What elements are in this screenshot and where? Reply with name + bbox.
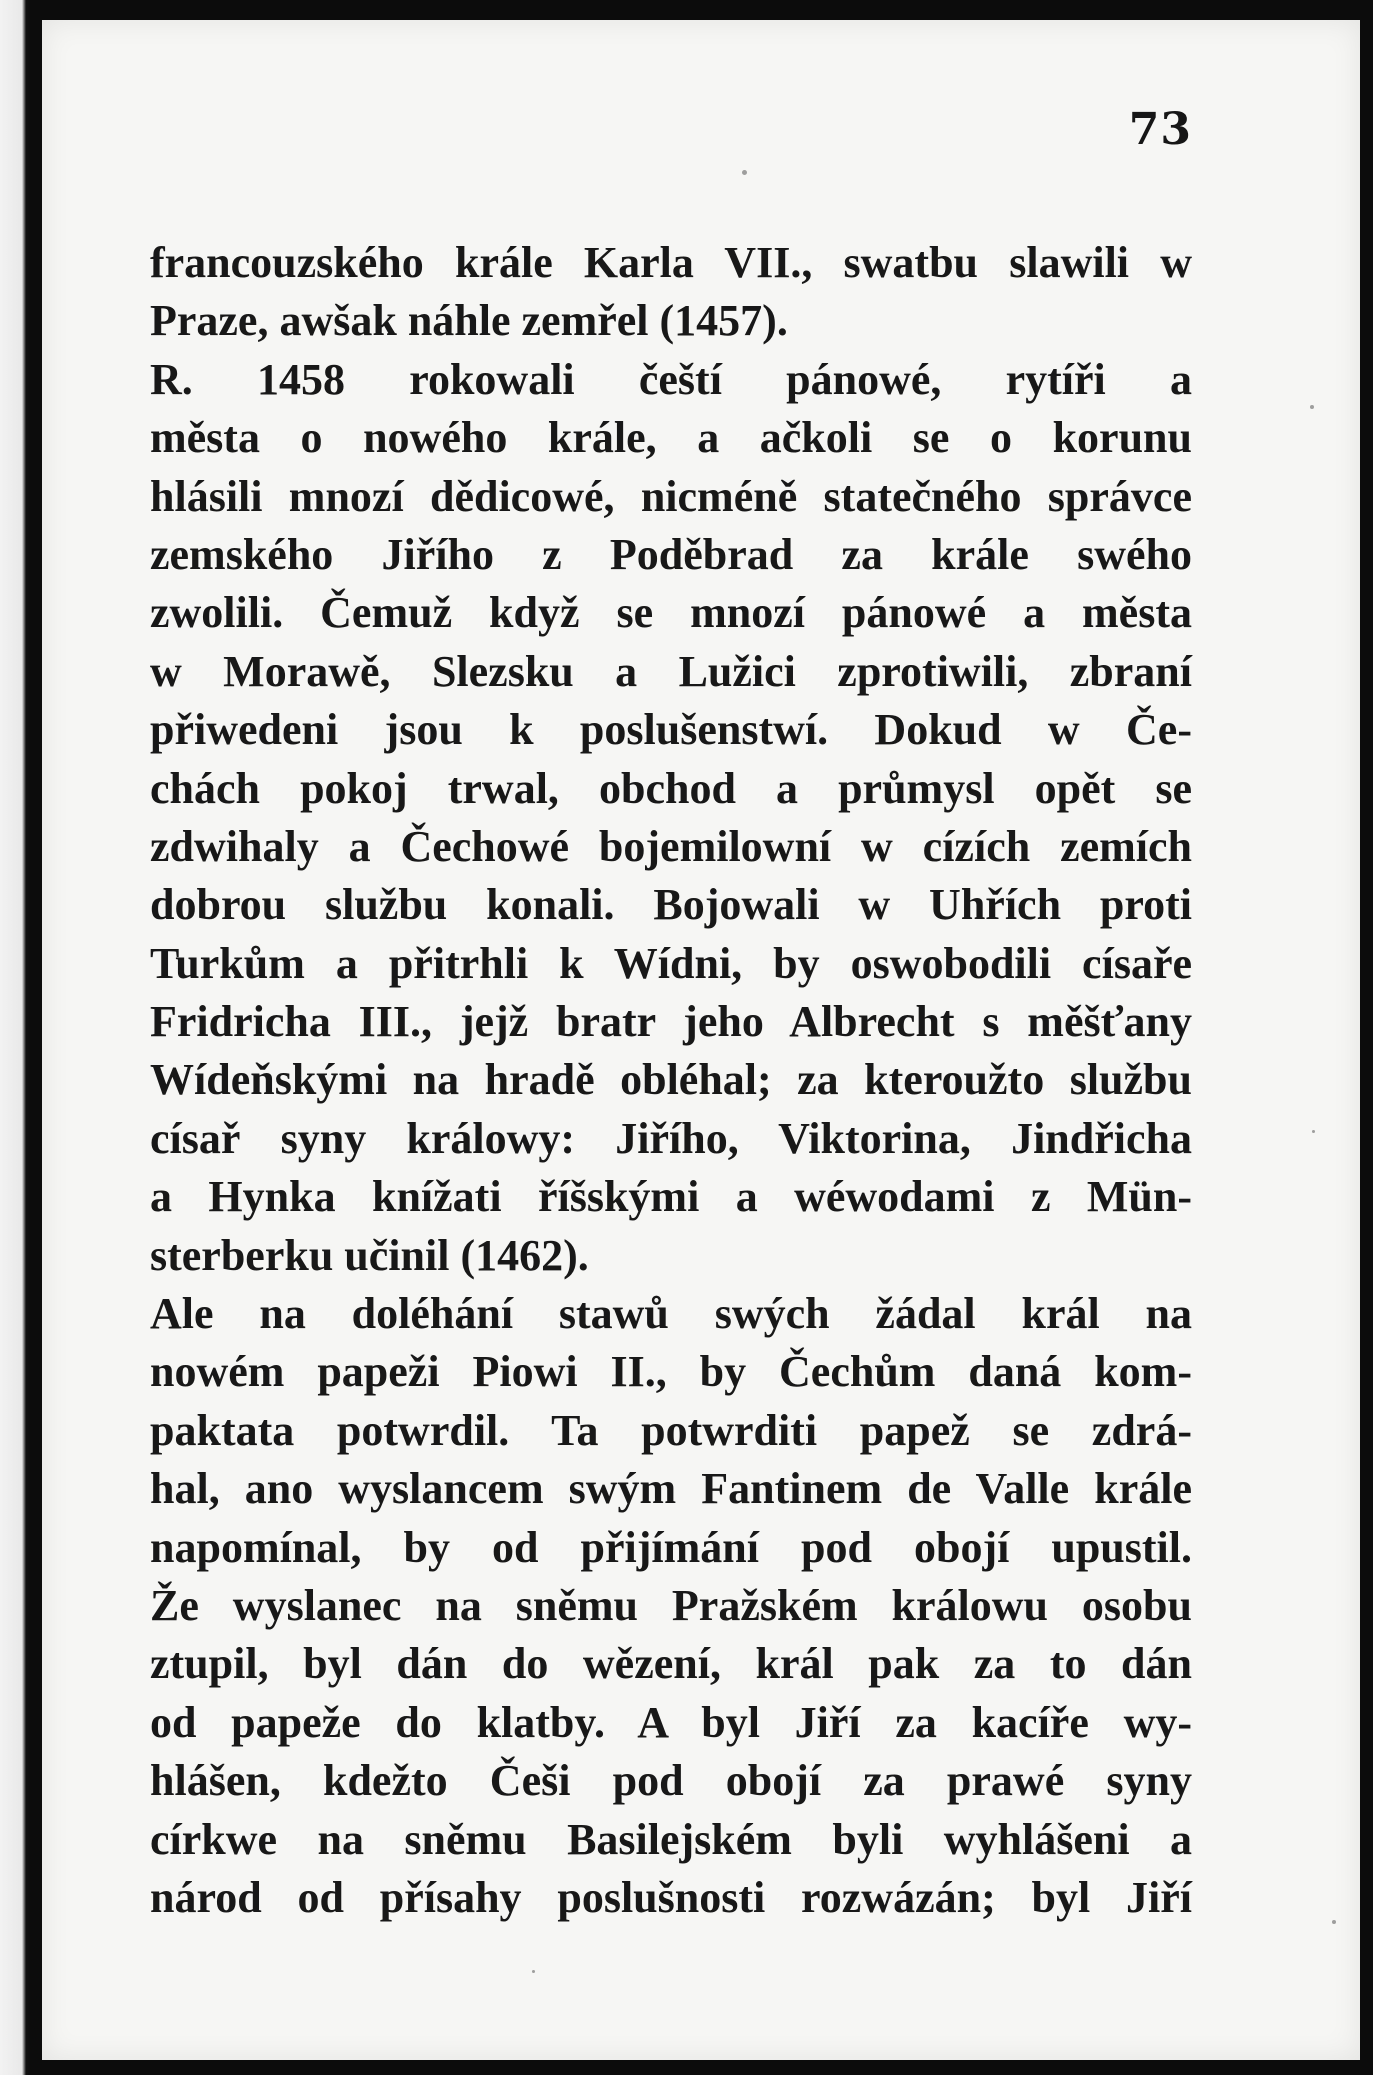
text-line: sterberku učinil (1462). — [150, 1230, 589, 1280]
text-line: zwolili. Čemuž když se mnozí pánowé a města — [150, 588, 1192, 638]
text-line: francouzského krále Karla VII., swatbu slawili w — [150, 238, 1192, 287]
text-line: od papeže do klatby. A byl Jiří za kacíře wy- — [150, 1697, 1192, 1747]
previous-page-edge — [0, 0, 30, 2075]
text-line: církwe na sněmu Basilejském byli wyhlášeni a — [150, 1814, 1192, 1864]
text-line: dobrou službu konali. Bojowali w Uhřích proti — [150, 880, 1192, 930]
text-line: národ od přísahy poslušnosti rozwázán; byl Jiří — [150, 1872, 1192, 1922]
text-line: paktata potwrdil. Ta potwrditi papež se zdrá- — [150, 1405, 1192, 1455]
body-text — [150, 234, 1192, 1927]
paper-speck — [742, 170, 747, 175]
paper-speck — [532, 1970, 535, 1973]
text-line: Wídeňskými na hradě obléhal; za kteroužto službu — [150, 1055, 1192, 1105]
text-line: w Morawě, Slezsku a Lužici zprotiwili, zbraní — [150, 646, 1192, 696]
text-line: a Hynka knížati říšskými a wéwodami z Mün- — [150, 1172, 1192, 1222]
text-line: Ale na doléhání stawů swých žádal král na — [150, 1289, 1192, 1339]
paper-speck — [1332, 1920, 1336, 1924]
text-line: R. 1458 rokowali čeští pánowé, rytíři a — [150, 354, 1192, 404]
text-line: hlásili mnozí dědicowé, nicméně statečného správce — [150, 471, 1192, 521]
text-line: hal, ano wyslancem swým Fantinem de Valle krále — [150, 1464, 1192, 1514]
text-line: Fridricha III., jejž bratr jeho Albrecht s měšťany — [150, 997, 1192, 1047]
text-line: přiwedeni jsou k poslušenstwí. Dokud w Če- — [150, 705, 1192, 755]
text-line: císař syny králowy: Jiřího, Viktorina, Jindřicha — [150, 1113, 1192, 1163]
text-line: hlášen, kdežto Češi pod obojí za prawé syny — [150, 1756, 1192, 1806]
text-line: Turkům a přitrhli k Wídni, by oswobodili císaře — [150, 938, 1192, 988]
text-line: ztupil, byl dán do wězení, král pak za to dán — [150, 1639, 1192, 1689]
text-line: nowém papeži Piowi II., by Čechům daná kom- — [150, 1347, 1192, 1397]
paper-speck — [1312, 1130, 1315, 1133]
text-line: zemského Jiřího z Poděbrad za krále swého — [150, 529, 1192, 579]
paper-speck — [1310, 405, 1314, 409]
book-page — [42, 20, 1360, 2060]
text-line: Že wyslanec na sněmu Pražském králowu osobu — [150, 1580, 1192, 1630]
text-line: města o nowého krále, a ačkoli se o korunu — [150, 413, 1192, 463]
text-line: chách pokoj trwal, obchod a průmysl opět se — [150, 763, 1192, 813]
text-line: Praze, awšak náhle zemřel (1457). — [150, 296, 788, 346]
text-line: napomínal, by od přijímání pod obojí upustil. — [150, 1522, 1192, 1572]
page-number: 73 — [1128, 104, 1192, 155]
text-line: zdwihaly a Čechowé bojemilowní w cízích zemích — [150, 821, 1192, 871]
